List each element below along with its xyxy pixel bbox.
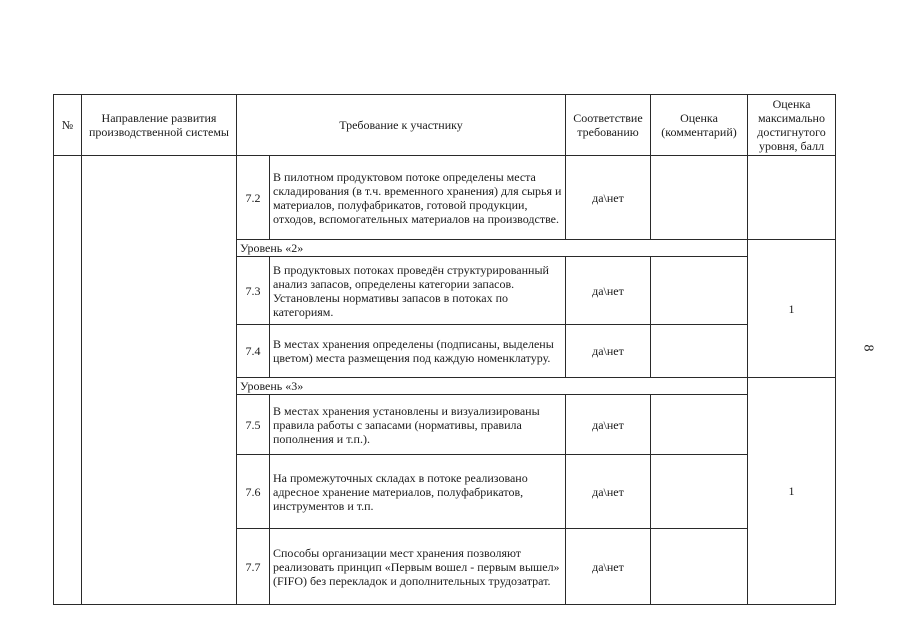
requirement-text: Способы организации мест хранения позволяют реализовать принцип «Первым вошел - первым вышел» (FIFO) без перекладок и дополнительных трудозатрат.: [270, 529, 566, 605]
header-compliance: Соответствие требованию: [566, 95, 651, 156]
compliance-cell: да\нет: [566, 529, 651, 605]
page-number: 8: [860, 344, 876, 352]
header-number: №: [54, 95, 82, 156]
requirement-text: В местах хранения определены (подписаны, выделены цветом) места размещения под каждую номенклатуру.: [270, 325, 566, 378]
row-number: 7.6: [237, 455, 270, 529]
compliance-cell: да\нет: [566, 395, 651, 455]
assessment-cell: [651, 156, 748, 240]
score-cell: [748, 156, 836, 240]
table-row: [54, 156, 836, 240]
number-cell: [54, 156, 82, 605]
compliance-cell: да\нет: [566, 455, 651, 529]
assessment-cell: [651, 395, 748, 455]
level-label: Уровень «3»: [237, 378, 748, 395]
table-header-row: [54, 95, 836, 156]
header-assessment: Оценка (комментарий): [651, 95, 748, 156]
header-direction: Направление развития производственной системы: [82, 95, 237, 156]
compliance-cell: да\нет: [566, 257, 651, 325]
compliance-cell: да\нет: [566, 156, 651, 240]
level-score: 1: [748, 378, 836, 605]
level-score: 1: [748, 240, 836, 378]
assessment-cell: [651, 529, 748, 605]
row-number: 7.7: [237, 529, 270, 605]
row-number: 7.4: [237, 325, 270, 378]
direction-cell: [82, 156, 237, 605]
row-number: 7.3: [237, 257, 270, 325]
level-label: Уровень «2»: [237, 240, 748, 257]
requirements-table: [53, 94, 836, 605]
requirement-text: В продуктовых потоках проведён структурированный анализ запасов, определены категории запасов. Установлены нормативы запасов в потоках по категориям.: [270, 257, 566, 325]
assessment-cell: [651, 455, 748, 529]
assessment-cell: [651, 257, 748, 325]
header-max-score: Оценка максимально достигнутого уровня, балл: [748, 95, 836, 156]
requirement-text: На промежуточных складах в потоке реализовано адресное хранение материалов, полуфабрикатов, инструментов и т.п.: [270, 455, 566, 529]
requirement-text: В пилотном продуктовом потоке определены места складирования (в т.ч. временного хранения) для сырья и материалов, полуфабрикатов, готовой продукции, отходов, вспомогательных материалов на производстве.: [270, 156, 566, 240]
row-number: 7.5: [237, 395, 270, 455]
requirement-text: В местах хранения установлены и визуализированы правила работы с запасами (нормативы, правила пополнения и т.п.).: [270, 395, 566, 455]
row-number: 7.2: [237, 156, 270, 240]
compliance-cell: да\нет: [566, 325, 651, 378]
assessment-cell: [651, 325, 748, 378]
header-requirement: Требование к участнику: [237, 95, 566, 156]
